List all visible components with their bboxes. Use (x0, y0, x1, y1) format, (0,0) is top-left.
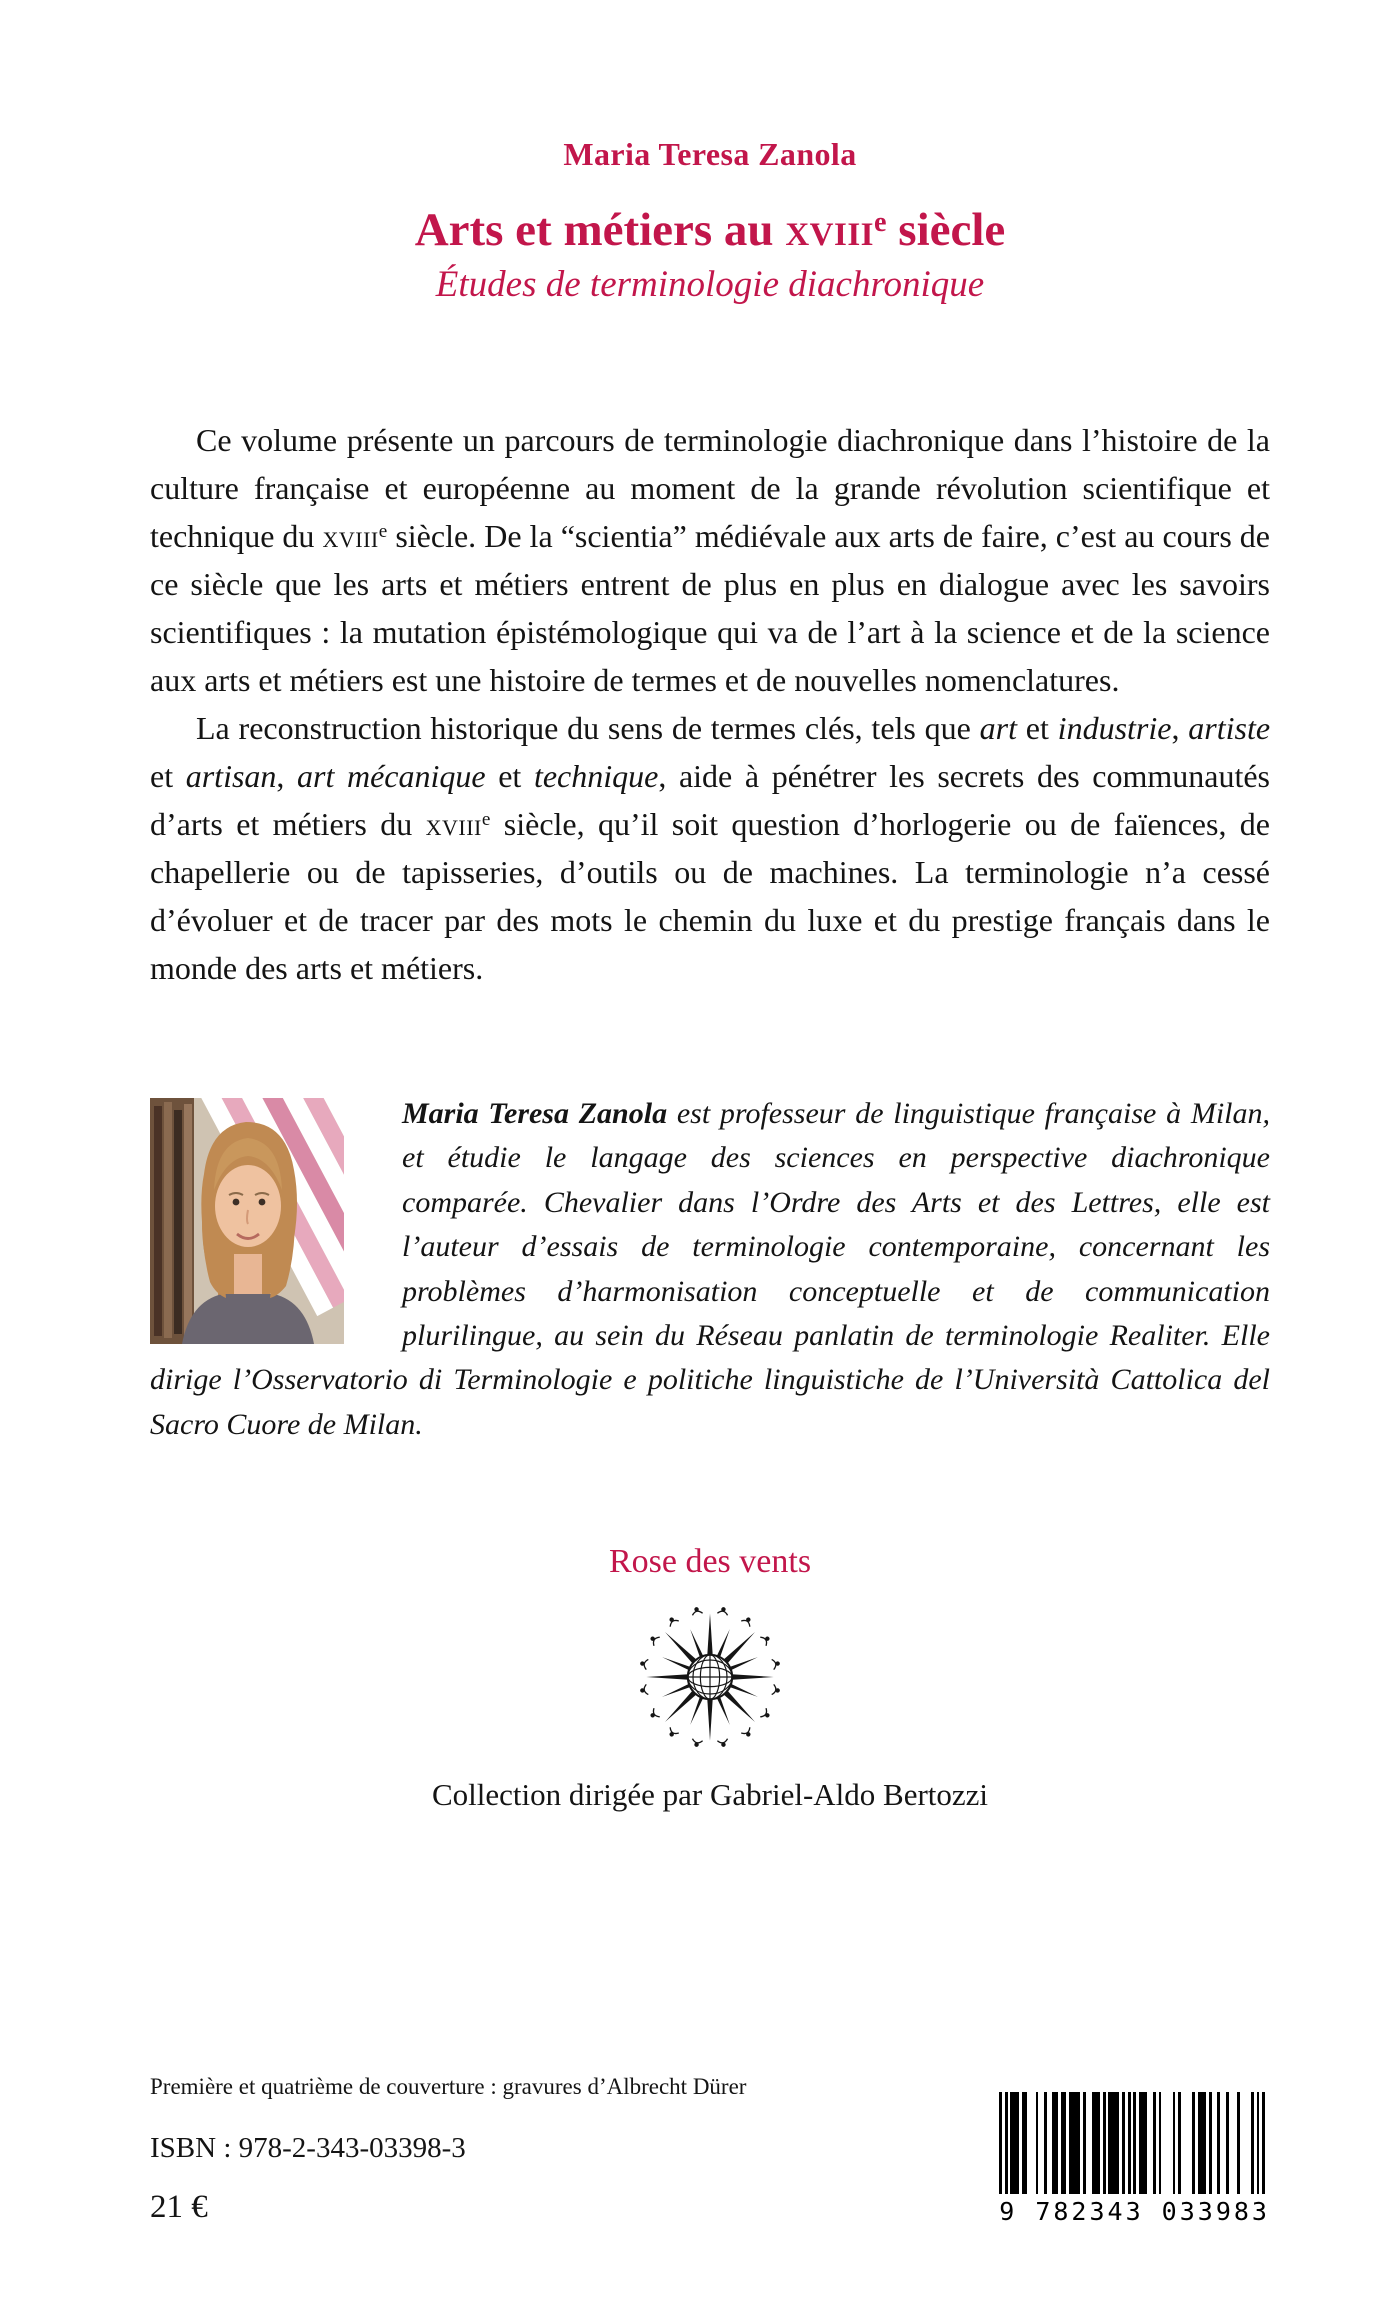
author-name: Maria Teresa Zanola (563, 136, 857, 172)
author-portrait-icon (150, 1098, 344, 1344)
blurb-paragraph-2: La reconstruction historique du sens de termes clés, tels que art et industrie, artiste et artisan, art mécanique et technique, aide à pénétrer les secrets des communautés d’arts et métiers du xviii$^e$ siècle, qu’il soit question d’horlogerie ou de faïences, de chapellerie ou de tapisseries, d’outils ou de machines. La terminologie n’a cessé d’évoluer et de tracer par des mots le chemin du luxe et du prestige français dans le monde des arts et métiers. (150, 710, 1271, 986)
compass-rose-emblem-icon (636, 1603, 784, 1751)
price: 21 € (150, 2189, 208, 2225)
isbn: ISBN : 978-2-343-03398-3 (150, 2132, 466, 2164)
blurb-paragraph-1: Ce volume présente un parcours de terminologie diachronique dans l’histoire de la culture française et européenne au moment de la grande révolution scientifique et technique du xviii$^e$ siècle. De la “scientia” médiévale aux arts de faire, c’est au cours de ce siècle que les arts et métiers entrent de plus en plus en dialogue avec les savoirs scientifiques : la mutation épistémologique qui va de l’art à la science et de la science aux arts et métiers est une histoire de termes et de nouvelles nomenclatures. (150, 422, 1271, 698)
barcode-number: 9 782343 033983 (999, 2197, 1270, 2226)
footer-left (150, 2074, 746, 2226)
bio-text: Maria Teresa Zanola est professeur de linguistique française à Milan, et étudie le langage des sciences en perspective diachronique comparée. Chevalier dans l’Ordre des Arts et des Lettres, elle est l’auteur d’essais de terminologie contemporaine, concernant les problèmes d’harmonisation conceptuelle et de communication plurilingue, au sein du Réseau panlatin de terminologie Realiter. Elle dirige l’Osservatorio di Terminologie e politiche linguistiche de l’Università Cattolica del Sacro Cuore de Milan. (150, 1097, 1270, 1441)
book-title: Arts et métiers au xviii$^e$ siècle (414, 204, 1006, 256)
collection-logo (150, 1603, 1270, 1751)
barcode (999, 2092, 1270, 2226)
collection-director-line: Collection dirigée par Gabriel-Aldo Bertozzi (431, 1777, 989, 1813)
author-bio (150, 1092, 1270, 1447)
author-photo (150, 1098, 344, 1344)
footer (150, 2074, 1270, 2226)
back-cover-blurb (150, 416, 1270, 992)
cover-credit: Première et quatrième de couverture : gravures d’Albrecht Dürer (150, 2074, 747, 2099)
barcode-bars (999, 2092, 1270, 2194)
collection-name: Rose des vents (608, 1543, 812, 1581)
book-subtitle: Études de terminologie diachronique (435, 264, 985, 305)
